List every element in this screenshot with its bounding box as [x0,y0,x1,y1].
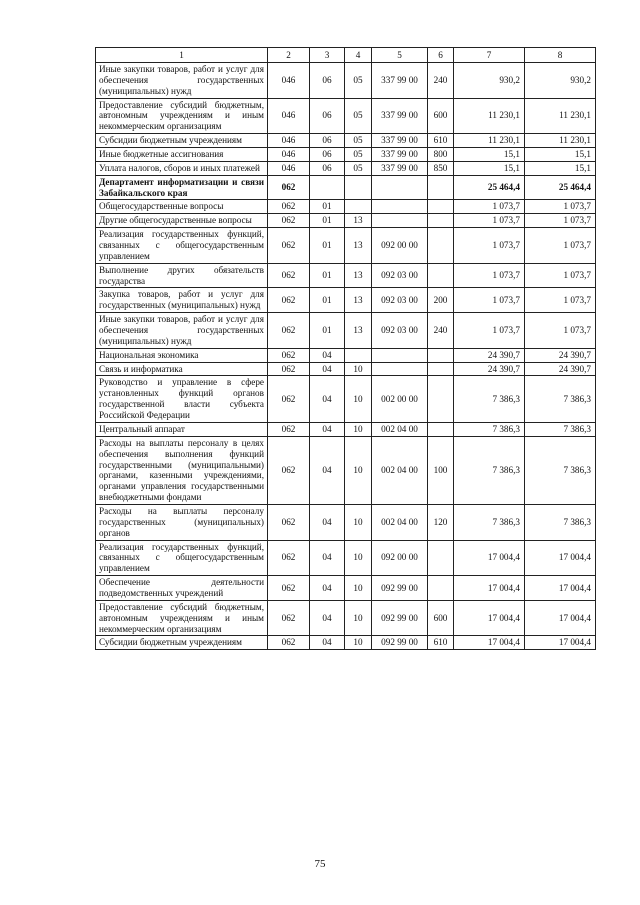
row-subsection: 10 [345,540,372,576]
row-section: 04 [310,576,345,601]
row-amount-col8: 15,1 [525,148,596,162]
table-row [96,148,596,162]
row-expense-type: 200 [428,288,454,313]
row-code: 046 [268,161,310,175]
row-amount-col8: 930,2 [525,63,596,99]
row-section: 04 [310,600,345,636]
row-target-item: 092 03 00 [372,263,428,288]
row-expense-type: 120 [428,504,454,540]
row-name: Уплата налогов, сборов и иных платежей [96,161,268,175]
row-amount-col7: 17 004,4 [454,600,525,636]
table-row [96,362,596,376]
row-section: 01 [310,313,345,349]
row-amount-col8: 1 073,7 [525,313,596,349]
row-amount-col8: 1 073,7 [525,228,596,264]
row-expense-type: 240 [428,313,454,349]
row-target-item: 092 99 00 [372,636,428,650]
row-expense-type: 610 [428,636,454,650]
row-section: 04 [310,376,345,422]
row-code: 062 [268,348,310,362]
row-expense-type [428,422,454,436]
header-cell-7: 7 [454,48,525,63]
row-target-item: 002 04 00 [372,436,428,504]
row-name: Иные бюджетные ассигнования [96,148,268,162]
row-name: Национальная экономика [96,348,268,362]
table-row [96,200,596,214]
table-row [96,63,596,99]
row-name: Связь и информатика [96,362,268,376]
row-target-item [372,200,428,214]
row-expense-type [428,362,454,376]
row-expense-type [428,214,454,228]
row-name: Выполнение других обязательств государства [96,263,268,288]
row-name: Другие общегосударственные вопросы [96,214,268,228]
table-row [96,214,596,228]
row-amount-col7: 15,1 [454,148,525,162]
row-section: 06 [310,63,345,99]
row-section: 04 [310,348,345,362]
row-amount-col8: 17 004,4 [525,600,596,636]
header-cell-5: 5 [372,48,428,63]
row-target-item: 337 99 00 [372,98,428,134]
row-expense-type: 600 [428,98,454,134]
table-row [96,175,596,200]
row-subsection: 10 [345,376,372,422]
row-amount-col8: 7 386,3 [525,422,596,436]
table-row [96,313,596,349]
row-subsection: 10 [345,504,372,540]
row-section: 06 [310,98,345,134]
row-subsection: 13 [345,288,372,313]
row-subsection: 05 [345,161,372,175]
row-name: Закупка товаров, работ и услуг для государственных (муниципальных) нужд [96,288,268,313]
row-code: 062 [268,504,310,540]
header-row [96,48,596,63]
row-name: Реализация государственных функций, связанных с общегосударственным управлением [96,228,268,264]
row-code: 062 [268,214,310,228]
row-amount-col8: 17 004,4 [525,540,596,576]
row-name: Расходы на выплаты персоналу в целях обеспечения выполнения функций государственными (муниципальными) органами, казенными учреждениями, органами управления государственными внебюджетными фондами [96,436,268,504]
row-expense-type: 100 [428,436,454,504]
row-amount-col8: 24 390,7 [525,348,596,362]
row-name: Субсидии бюджетным учреждениям [96,134,268,148]
header-cell-3: 3 [310,48,345,63]
row-subsection: 10 [345,422,372,436]
row-subsection: 05 [345,148,372,162]
row-amount-col7: 1 073,7 [454,228,525,264]
row-code: 062 [268,436,310,504]
row-expense-type [428,540,454,576]
row-expense-type [428,376,454,422]
row-amount-col7: 25 464,4 [454,175,525,200]
row-code: 046 [268,63,310,99]
row-subsection: 13 [345,228,372,264]
row-subsection: 13 [345,263,372,288]
row-name: Предоставление субсидий бюджетным, автономным учреждениям и иным некоммерческим организациям [96,600,268,636]
row-amount-col7: 17 004,4 [454,540,525,576]
table-row [96,504,596,540]
table-row [96,263,596,288]
row-subsection [345,348,372,362]
row-target-item: 337 99 00 [372,148,428,162]
row-section: 01 [310,228,345,264]
row-subsection [345,175,372,200]
row-subsection: 05 [345,98,372,134]
row-section: 01 [310,200,345,214]
row-target-item: 002 04 00 [372,504,428,540]
row-section: 06 [310,161,345,175]
row-expense-type: 850 [428,161,454,175]
header-cell-1: 1 [96,48,268,63]
row-code: 062 [268,228,310,264]
row-target-item [372,362,428,376]
row-amount-col8: 15,1 [525,161,596,175]
row-amount-col7: 1 073,7 [454,313,525,349]
row-code: 062 [268,288,310,313]
row-target-item [372,214,428,228]
row-code: 062 [268,263,310,288]
row-expense-type [428,576,454,601]
table-row [96,576,596,601]
table-row [96,540,596,576]
table-row [96,98,596,134]
row-section: 04 [310,436,345,504]
table-row [96,288,596,313]
table-row [96,422,596,436]
row-name: Иные закупки товаров, работ и услуг для обеспечения государственных (муниципальных) нужд [96,313,268,349]
row-section: 06 [310,148,345,162]
row-target-item: 092 03 00 [372,288,428,313]
row-section: 04 [310,636,345,650]
row-code: 046 [268,148,310,162]
row-amount-col7: 24 390,7 [454,362,525,376]
row-target-item: 337 99 00 [372,134,428,148]
row-amount-col7: 15,1 [454,161,525,175]
row-subsection: 13 [345,214,372,228]
row-section: 04 [310,540,345,576]
row-name: Предоставление субсидий бюджетным, автономным учреждениям и иным некоммерческим организациям [96,98,268,134]
row-name: Субсидии бюджетным учреждениям [96,636,268,650]
row-subsection [345,200,372,214]
row-amount-col8: 7 386,3 [525,436,596,504]
row-amount-col7: 11 230,1 [454,134,525,148]
row-amount-col8: 17 004,4 [525,636,596,650]
row-amount-col8: 7 386,3 [525,376,596,422]
row-name: Департамент информатизации и связи Забайкальского края [96,175,268,200]
row-subsection: 10 [345,636,372,650]
row-target-item: 092 03 00 [372,313,428,349]
header-cell-8: 8 [525,48,596,63]
row-subsection: 05 [345,63,372,99]
row-amount-col8: 1 073,7 [525,288,596,313]
row-amount-col8: 11 230,1 [525,134,596,148]
row-amount-col7: 1 073,7 [454,214,525,228]
table-row [96,348,596,362]
row-code: 046 [268,98,310,134]
row-amount-col7: 1 073,7 [454,263,525,288]
row-target-item: 337 99 00 [372,161,428,175]
row-amount-col8: 24 390,7 [525,362,596,376]
row-subsection: 10 [345,362,372,376]
row-subsection: 10 [345,436,372,504]
row-amount-col7: 17 004,4 [454,636,525,650]
row-amount-col7: 11 230,1 [454,98,525,134]
row-amount-col7: 7 386,3 [454,504,525,540]
row-subsection: 10 [345,600,372,636]
table-row [96,636,596,650]
row-expense-type [428,348,454,362]
row-expense-type: 800 [428,148,454,162]
row-amount-col7: 7 386,3 [454,422,525,436]
row-section: 01 [310,288,345,313]
row-code: 062 [268,313,310,349]
row-expense-type: 600 [428,600,454,636]
row-section: 04 [310,362,345,376]
row-name: Обеспечение деятельности подведомственных учреждений [96,576,268,601]
table-row [96,161,596,175]
row-code: 062 [268,600,310,636]
row-target-item: 337 99 00 [372,63,428,99]
table-row [96,228,596,264]
row-amount-col7: 1 073,7 [454,200,525,214]
row-amount-col8: 17 004,4 [525,576,596,601]
row-name: Расходы на выплаты персоналу государственных (муниципальных) органов [96,504,268,540]
row-code: 062 [268,576,310,601]
row-code: 046 [268,134,310,148]
row-amount-col8: 7 386,3 [525,504,596,540]
header-cell-6: 6 [428,48,454,63]
row-target-item: 002 00 00 [372,376,428,422]
row-section: 01 [310,214,345,228]
row-section: 01 [310,263,345,288]
row-amount-col7: 24 390,7 [454,348,525,362]
row-amount-col7: 930,2 [454,63,525,99]
row-target-item: 092 99 00 [372,576,428,601]
row-section: 04 [310,504,345,540]
row-name: Иные закупки товаров, работ и услуг для обеспечения государственных (муниципальных) нужд [96,63,268,99]
row-amount-col8: 1 073,7 [525,214,596,228]
row-amount-col7: 1 073,7 [454,288,525,313]
row-section: 06 [310,134,345,148]
row-code: 062 [268,362,310,376]
budget-table [95,47,596,650]
row-expense-type: 610 [428,134,454,148]
row-amount-col7: 7 386,3 [454,376,525,422]
row-code: 062 [268,175,310,200]
row-expense-type [428,175,454,200]
page-number: 75 [314,858,326,870]
table-row [96,376,596,422]
row-expense-type: 240 [428,63,454,99]
row-amount-col8: 1 073,7 [525,263,596,288]
row-name: Общегосударственные вопросы [96,200,268,214]
row-subsection: 05 [345,134,372,148]
row-target-item [372,175,428,200]
row-subsection: 10 [345,576,372,601]
row-target-item: 092 00 00 [372,228,428,264]
row-expense-type [428,228,454,264]
header-cell-2: 2 [268,48,310,63]
row-code: 062 [268,636,310,650]
row-expense-type [428,200,454,214]
header-cell-4: 4 [345,48,372,63]
row-amount-col8: 25 464,4 [525,175,596,200]
table-row [96,436,596,504]
row-amount-col7: 17 004,4 [454,576,525,601]
row-subsection: 13 [345,313,372,349]
table-row [96,600,596,636]
row-target-item [372,348,428,362]
row-amount-col8: 11 230,1 [525,98,596,134]
row-code: 062 [268,540,310,576]
row-expense-type [428,263,454,288]
row-name: Реализация государственных функций, связанных с общегосударственным управлением [96,540,268,576]
row-code: 062 [268,422,310,436]
table-row [96,134,596,148]
row-target-item: 092 00 00 [372,540,428,576]
row-target-item: 092 99 00 [372,600,428,636]
row-section [310,175,345,200]
row-name: Центральный аппарат [96,422,268,436]
row-amount-col8: 1 073,7 [525,200,596,214]
row-name: Руководство и управление в сфере установленных функций органов государственной власти субъекта Российской Федерации [96,376,268,422]
row-target-item: 002 04 00 [372,422,428,436]
row-section: 04 [310,422,345,436]
row-code: 062 [268,200,310,214]
row-amount-col7: 7 386,3 [454,436,525,504]
row-code: 062 [268,376,310,422]
